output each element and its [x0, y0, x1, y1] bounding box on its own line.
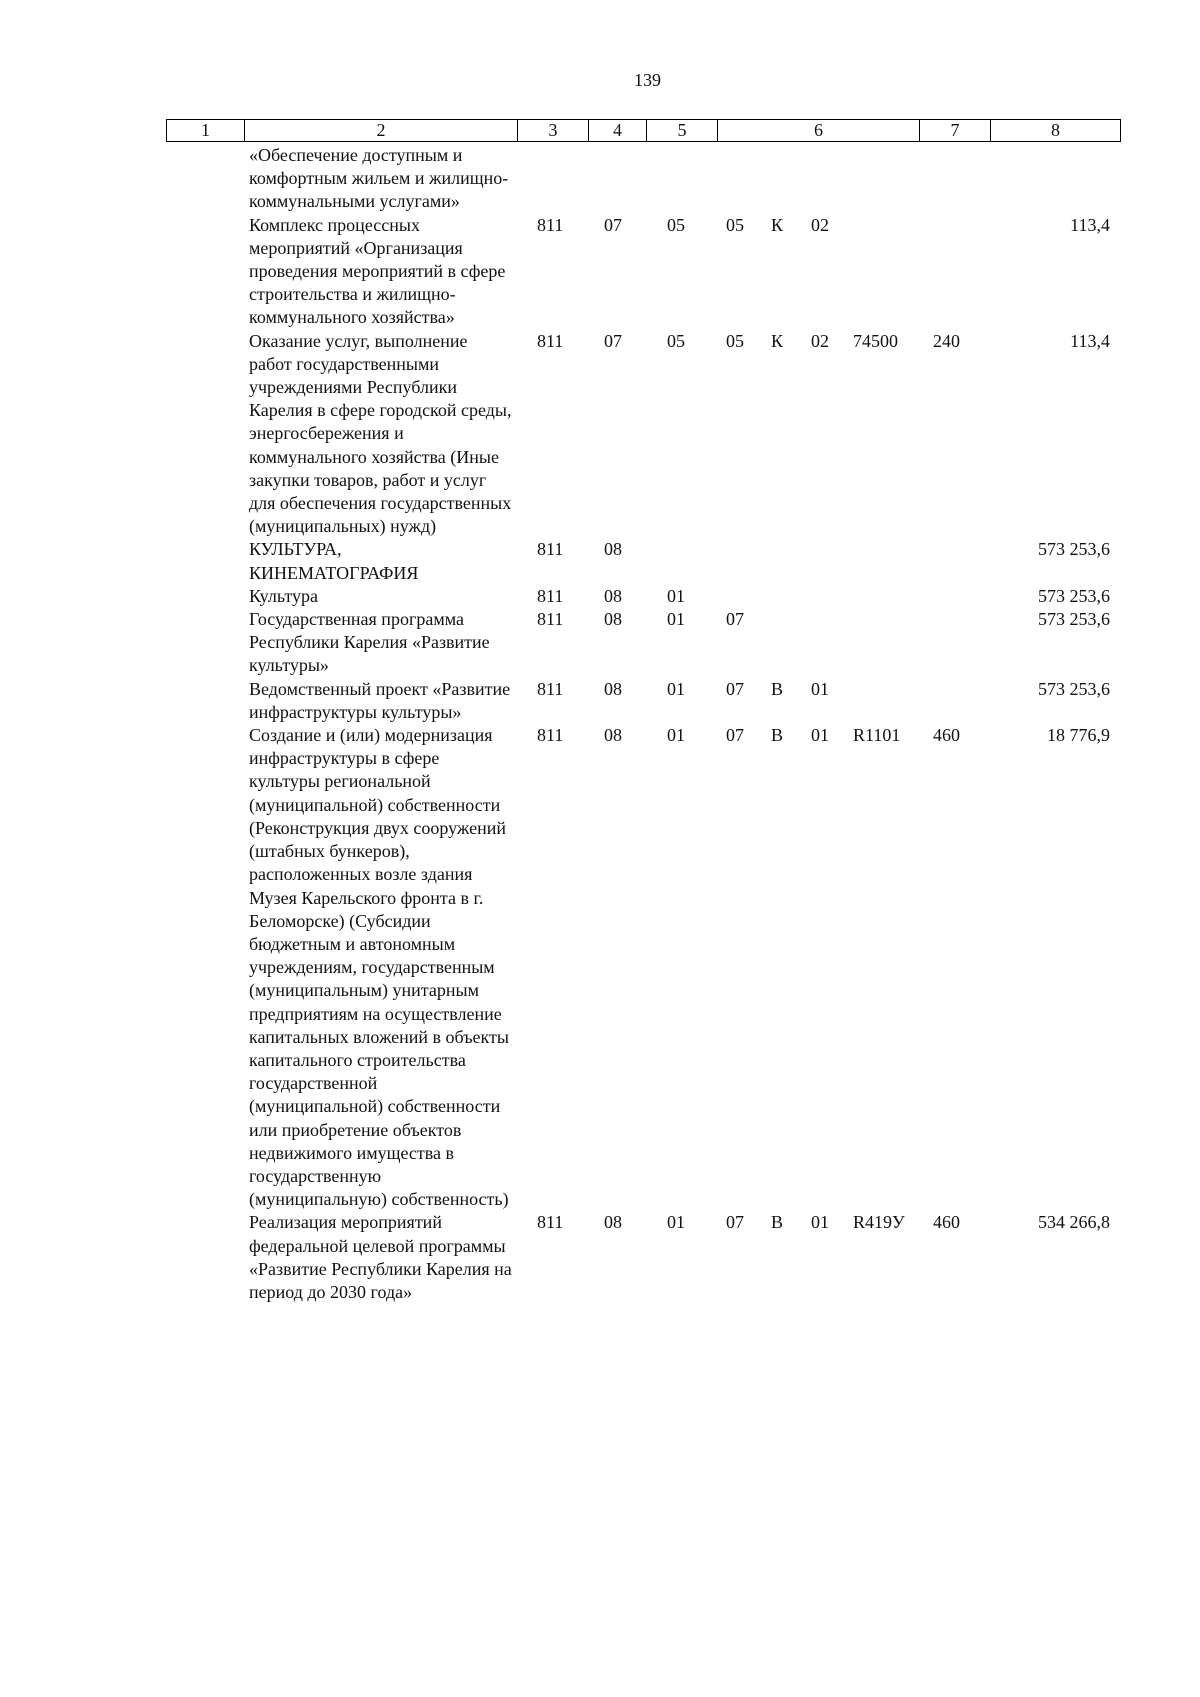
table-row — [0, 330, 1200, 539]
cell-col-6-type: В — [771, 678, 784, 699]
row-description: КУЛЬТУРА, КИНЕМАТОГРАФИЯ — [249, 539, 419, 583]
header-col-3: 3 — [518, 120, 589, 142]
row-description: Реализация мероприятий федеральной целевой программы «Развитие Республики Карелия на период до 2030 года» — [249, 1212, 512, 1302]
header-col-2: 2 — [245, 120, 518, 142]
cell-col-6-element: 02 — [811, 214, 829, 235]
row-description: Ведомственный проект «Развитие инфраструктуры культуры» — [249, 678, 511, 722]
row-description: Оказание услуг, выполнение работ государственными учреждениями Республики Карелия в сфере городской среды, энергосбережения и коммунального хозяйства (Иные закупки товаров, работ и услуг для обеспечения государственных (муниципальных) нужд) — [249, 330, 512, 537]
table-row — [0, 1211, 1200, 1304]
cell-col-6-direction: 74500 — [853, 330, 898, 351]
row-description: Создание и (или) модернизация инфраструктуры в сфере культуры региональной (муниципальной) собственности (Реконструкция двух сооружений (штабных бункеров), расположенных возле здания Музея Карельского фронта в г. Беломорске) (Субсидии бюджетным и автономным учреждениям, государственным (муниципальным) унитарным предприятиям на осуществление капитальных вложений в объекты капитального строительства государственной (муниципальной) собственности или приобретение объектов недвижимого имущества в государственную (муниципальную) собственность) — [249, 725, 509, 1210]
cell-col-6-element: 01 — [811, 1212, 829, 1233]
cell-col-8-amount: 113,4 — [1070, 214, 1110, 235]
table-row — [0, 538, 1200, 584]
cell-col-4: 08 — [604, 585, 622, 606]
cell-col-4: 08 — [604, 1212, 622, 1233]
cell-col-4: 08 — [604, 539, 622, 560]
cell-col-5: 01 — [667, 725, 685, 746]
cell-col-7: 460 — [933, 725, 960, 746]
cell-col-3: 811 — [537, 1212, 564, 1233]
cell-col-6-direction: R419У — [853, 1212, 905, 1233]
cell-col-3: 811 — [537, 539, 564, 560]
table-row — [0, 144, 1200, 214]
cell-col-6-element: 01 — [811, 725, 829, 746]
table-header — [166, 119, 1121, 142]
cell-col-3: 811 — [537, 214, 564, 235]
cell-col-5: 05 — [667, 214, 685, 235]
cell-col-6-program: 07 — [726, 725, 744, 746]
table-row — [0, 678, 1200, 724]
cell-col-8-amount: 573 253,6 — [1038, 678, 1110, 699]
cell-col-7: 240 — [933, 330, 960, 351]
cell-col-7: 460 — [933, 1212, 960, 1233]
cell-col-3: 811 — [537, 678, 564, 699]
cell-col-5: 01 — [667, 1212, 685, 1233]
cell-col-4: 08 — [604, 609, 622, 630]
cell-col-6-program: 07 — [726, 1212, 744, 1233]
cell-col-8-amount: 113,4 — [1070, 330, 1110, 351]
header-col-6: 6 — [718, 120, 920, 142]
header-col-5: 5 — [647, 120, 718, 142]
table-row — [0, 724, 1200, 1211]
table-row — [0, 608, 1200, 678]
row-description: Культура — [249, 585, 318, 606]
cell-col-6-type: В — [771, 1212, 784, 1233]
cell-col-5: 01 — [667, 609, 685, 630]
cell-col-6-program: 05 — [726, 214, 744, 235]
cell-col-6-element: 02 — [811, 330, 829, 351]
cell-col-8-amount: 573 253,6 — [1038, 539, 1110, 560]
header-col-8: 8 — [991, 120, 1121, 142]
cell-col-4: 07 — [604, 214, 622, 235]
cell-col-6-direction: R1101 — [853, 725, 901, 746]
cell-col-6-program: 05 — [726, 330, 744, 351]
cell-col-3: 811 — [537, 585, 564, 606]
cell-col-6-program: 07 — [726, 678, 744, 699]
cell-col-8-amount: 573 253,6 — [1038, 585, 1110, 606]
table-row — [0, 585, 1200, 608]
row-description: Государственная программа Республики Карелия «Развитие культуры» — [249, 609, 490, 676]
row-description: «Обеспечение доступным и комфортным жильем и жилищно-коммунальными услугами» — [249, 145, 509, 212]
cell-col-3: 811 — [537, 330, 564, 351]
cell-col-5: 01 — [667, 585, 685, 606]
header-col-1: 1 — [167, 120, 245, 142]
cell-col-8-amount: 534 266,8 — [1038, 1212, 1110, 1233]
cell-col-6-type: К — [771, 330, 784, 351]
cell-col-6-type: К — [771, 214, 784, 235]
cell-col-3: 811 — [537, 725, 564, 746]
header-col-4: 4 — [589, 120, 647, 142]
cell-col-3: 811 — [537, 609, 564, 630]
cell-col-6-program: 07 — [726, 609, 744, 630]
cell-col-8-amount: 573 253,6 — [1038, 609, 1110, 630]
row-description: Комплекс процессных мероприятий «Организация проведения мероприятий в сфере строительства и жилищно-коммунального хозяйства» — [249, 214, 506, 328]
cell-col-4: 07 — [604, 330, 622, 351]
cell-col-5: 05 — [667, 330, 685, 351]
cell-col-4: 08 — [604, 725, 622, 746]
cell-col-4: 08 — [604, 678, 622, 699]
cell-col-6-type: В — [771, 725, 784, 746]
header-col-7: 7 — [920, 120, 991, 142]
cell-col-6-element: 01 — [811, 678, 829, 699]
table-row — [0, 214, 1200, 330]
cell-col-5: 01 — [667, 678, 685, 699]
table-body — [0, 144, 1200, 1304]
cell-col-8-amount: 18 776,9 — [1047, 725, 1110, 746]
page-number: 139 — [634, 70, 661, 90]
